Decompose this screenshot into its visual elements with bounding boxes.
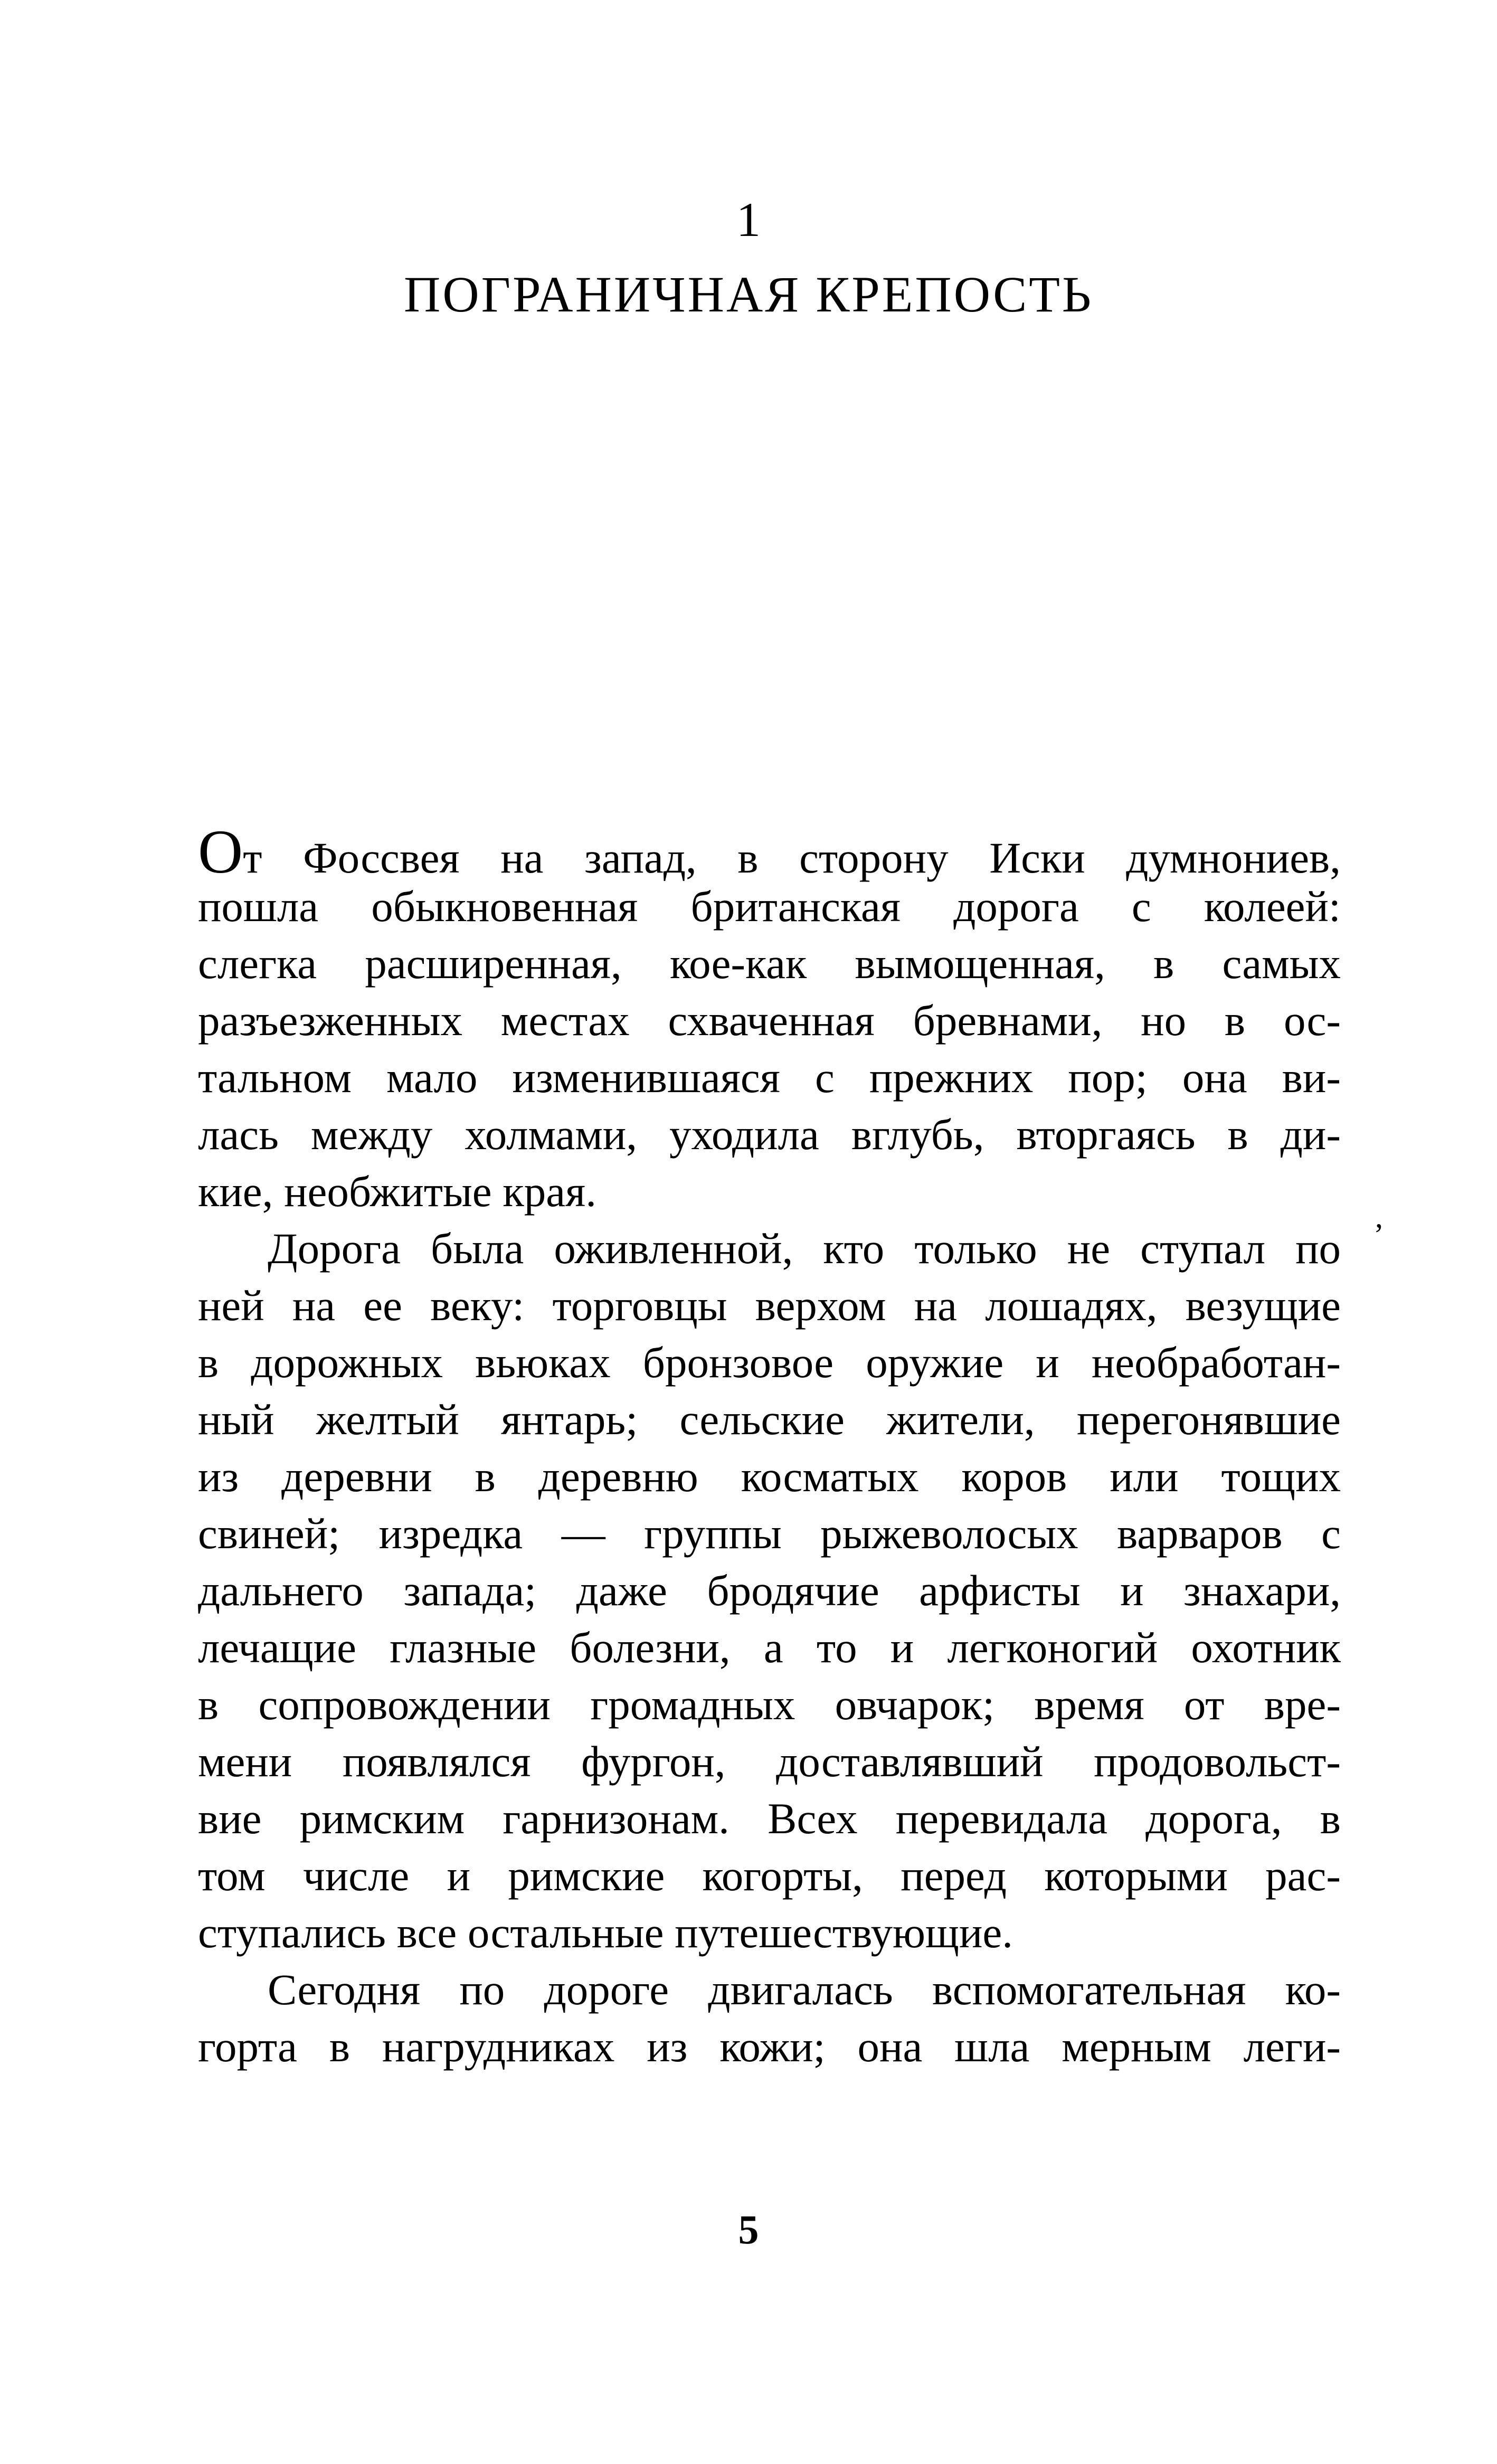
text-line: горта в нагрудниках из кожи; она шла мерным леги-: [198, 2022, 1341, 2071]
paragraph-1: [198, 817, 1341, 1220]
text-line: Дорога была оживленной, кто только не ступал по: [268, 1224, 1341, 1273]
text-line: От Фоссвея на запад, в сторону Иски думнониев,: [198, 817, 1341, 886]
text-line: разъезженных местах схваченная бревнами, но в ос-: [198, 996, 1341, 1045]
body-text: [198, 817, 1341, 2075]
text-line: том числе и римские когорты, перед которыми рас-: [198, 1851, 1341, 1900]
text-line: в дорожных вьюках бронзовое оружие и необработан-: [198, 1338, 1341, 1387]
text-line: слегка расширенная, кое-как вымощенная, в самых: [198, 939, 1341, 988]
stray-ink-mark: ,: [1375, 1199, 1383, 1234]
chapter-title: ПОГРАНИЧНАЯ КРЕПОСТЬ: [403, 266, 1093, 323]
chapter-number: 1: [736, 193, 761, 247]
text-line: дальнего запада; даже бродячие арфисты и знахари,: [198, 1566, 1341, 1615]
text-line: мени появлялся фургон, доставлявший продовольст-: [198, 1737, 1341, 1786]
text-line: ступались все остальные путешествующие.: [198, 1908, 1013, 1957]
text-line: лечащие глазные болезни, а то и легконогий охотник: [198, 1623, 1341, 1672]
page-number: 5: [738, 2206, 759, 2252]
text-line: Сегодня по дороге двигалась вспомогательная ко-: [268, 1965, 1341, 2014]
text-line: ный желтый янтарь; сельские жители, перегонявшие: [198, 1395, 1341, 1444]
text-line: ней на ее веку: торговцы верхом на лошадях, везущие: [198, 1281, 1341, 1330]
text-line: вие римским гарнизонам. Всех перевидала дорога, в: [198, 1794, 1341, 1843]
text-line: тальном мало изменившаяся с прежних пор; она ви-: [198, 1053, 1341, 1102]
drop-cap: О: [198, 817, 243, 886]
text-line: из деревни в деревню косматых коров или тощих: [198, 1452, 1341, 1501]
paragraph-2: [198, 1220, 1341, 1961]
text-line: в сопровождении громадных овчарок; время от вре-: [198, 1680, 1341, 1729]
text-line: пошла обыкновенная британская дорога с колеей:: [198, 882, 1341, 931]
text-line: кие, необжитые края.: [198, 1167, 596, 1216]
text-line: лась между холмами, уходила вглубь, вторгаясь в ди-: [198, 1110, 1341, 1159]
text-line: свиней; изредка — группы рыжеволосых варваров с: [198, 1509, 1341, 1558]
paragraph-3: [198, 1961, 1341, 2075]
